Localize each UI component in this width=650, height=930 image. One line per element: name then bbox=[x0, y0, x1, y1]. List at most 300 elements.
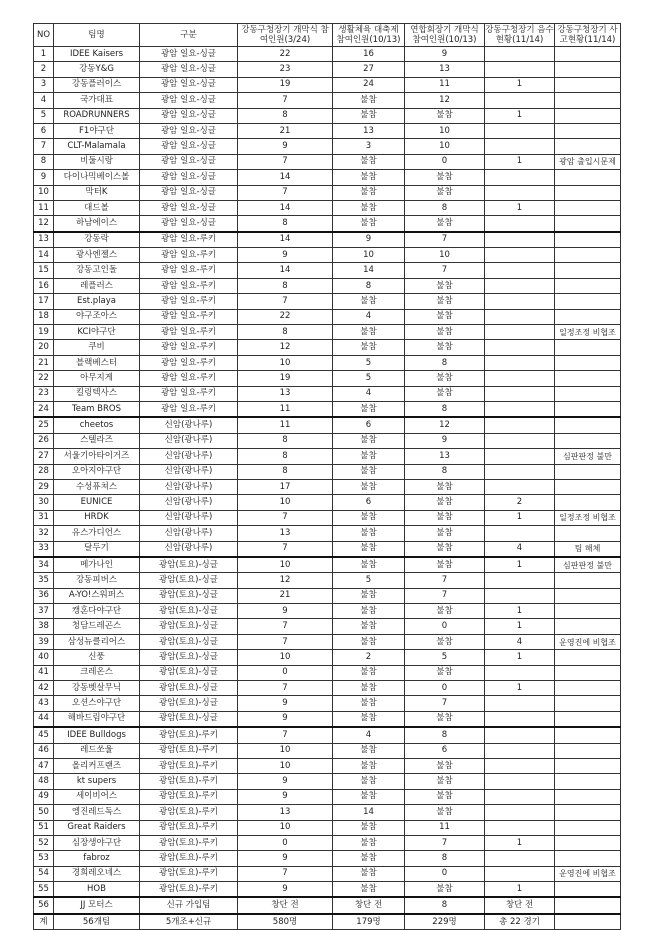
table-row bbox=[34, 541, 621, 557]
row-number: 43 bbox=[34, 696, 54, 711]
row-number: 48 bbox=[34, 774, 54, 789]
division: 광암(토요)-싱글 bbox=[140, 573, 238, 588]
division: 광암(토요)-루키 bbox=[140, 851, 238, 866]
festival-count: 4 bbox=[333, 727, 405, 743]
row-number: 1 bbox=[34, 47, 54, 62]
opening-count: 7 bbox=[238, 510, 333, 525]
team-name: 신풍 bbox=[54, 650, 140, 665]
opening-count: 22 bbox=[238, 47, 333, 62]
match-count bbox=[485, 355, 555, 370]
federation-count: 8 bbox=[405, 401, 485, 417]
team-name: 오션스야구단 bbox=[54, 696, 140, 711]
opening-count: 11 bbox=[238, 417, 333, 433]
match-count: 1 bbox=[485, 557, 555, 573]
team-name: 유스가디언스 bbox=[54, 526, 140, 541]
federation-count: 12 bbox=[405, 93, 485, 108]
incident-note: 운영진에 비협조 bbox=[555, 866, 621, 881]
table-row bbox=[34, 557, 621, 573]
division: 광암(토요)-루키 bbox=[140, 727, 238, 743]
team-name: 다이나믹베이스볼 bbox=[54, 170, 140, 185]
festival-count: 불참 bbox=[333, 401, 405, 417]
total-cell: 5개조+신규 bbox=[140, 914, 238, 930]
festival-count: 불참 bbox=[333, 464, 405, 479]
team-name: HOB bbox=[54, 882, 140, 898]
incident-note bbox=[555, 789, 621, 804]
festival-count: 불참 bbox=[333, 449, 405, 464]
row-number: 31 bbox=[34, 510, 54, 525]
festival-count: 불참 bbox=[333, 743, 405, 758]
division: 광암 일요-루키 bbox=[140, 340, 238, 355]
incident-note bbox=[555, 248, 621, 263]
federation-count: 불참 bbox=[405, 309, 485, 324]
team-name: Team BROS bbox=[54, 401, 140, 417]
federation-count: 불참 bbox=[405, 294, 485, 309]
table-row bbox=[34, 495, 621, 510]
row-number: 13 bbox=[34, 232, 54, 248]
opening-count: 9 bbox=[238, 711, 333, 727]
row-number: 16 bbox=[34, 278, 54, 293]
team-name: 청담드레곤스 bbox=[54, 619, 140, 634]
incident-note bbox=[555, 216, 621, 232]
row-number: 51 bbox=[34, 820, 54, 835]
festival-count: 14 bbox=[333, 263, 405, 278]
table-row bbox=[34, 62, 621, 77]
match-count bbox=[485, 309, 555, 324]
festival-count: 불참 bbox=[333, 696, 405, 711]
division: 광암(토요)-루키 bbox=[140, 758, 238, 773]
total-cell: 229명 bbox=[405, 914, 485, 930]
incident-note bbox=[555, 758, 621, 773]
festival-count: 불참 bbox=[333, 510, 405, 525]
incident-note bbox=[555, 433, 621, 448]
division: 광암 일요-루키 bbox=[140, 386, 238, 401]
row-number: 37 bbox=[34, 604, 54, 619]
match-count: 1 bbox=[485, 510, 555, 525]
federation-count: 불참 bbox=[405, 805, 485, 820]
row-number: 14 bbox=[34, 248, 54, 263]
incident-note bbox=[555, 185, 621, 200]
header-row bbox=[34, 24, 621, 47]
match-count bbox=[485, 62, 555, 77]
team-name: 크레온스 bbox=[54, 665, 140, 680]
team-name: 강동피버스 bbox=[54, 573, 140, 588]
federation-count: 9 bbox=[405, 47, 485, 62]
row-number: 32 bbox=[34, 526, 54, 541]
federation-count: 불참 bbox=[405, 665, 485, 680]
incident-note bbox=[555, 665, 621, 680]
header-cell: 연합회장기 개막식 참여인원(10/13) bbox=[405, 24, 485, 47]
opening-count: 12 bbox=[238, 340, 333, 355]
festival-count: 5 bbox=[333, 371, 405, 386]
table-body bbox=[34, 47, 621, 914]
federation-count: 8 bbox=[405, 200, 485, 215]
total-cell: 179명 bbox=[333, 914, 405, 930]
division: 광암 일요-싱글 bbox=[140, 170, 238, 185]
incident-note bbox=[555, 47, 621, 62]
federation-count: 5 bbox=[405, 650, 485, 665]
match-count: 1 bbox=[485, 604, 555, 619]
total-cell: 총 22 경기 bbox=[485, 914, 555, 930]
row-number: 9 bbox=[34, 170, 54, 185]
team-name: 해바드림야구단 bbox=[54, 711, 140, 727]
division: 광암(토요)-루키 bbox=[140, 805, 238, 820]
opening-count: 13 bbox=[238, 805, 333, 820]
opening-count: 9 bbox=[238, 604, 333, 619]
festival-count: 불참 bbox=[333, 200, 405, 215]
table-row bbox=[34, 743, 621, 758]
row-number: 53 bbox=[34, 851, 54, 866]
division: 광암 일요-싱글 bbox=[140, 77, 238, 92]
division: 광암(토요)-싱글 bbox=[140, 711, 238, 727]
match-count bbox=[485, 263, 555, 278]
festival-count: 불참 bbox=[333, 479, 405, 494]
festival-count: 27 bbox=[333, 62, 405, 77]
division: 광암 일요-루키 bbox=[140, 325, 238, 340]
opening-count: 9 bbox=[238, 851, 333, 866]
opening-count: 9 bbox=[238, 774, 333, 789]
division: 신암(광나루) bbox=[140, 449, 238, 464]
federation-count: 불참 bbox=[405, 510, 485, 525]
opening-count: 9 bbox=[238, 139, 333, 154]
header-cell: 생활체육 대축제 참여인원(10/13) bbox=[333, 24, 405, 47]
federation-count: 불참 bbox=[405, 386, 485, 401]
row-number: 7 bbox=[34, 139, 54, 154]
incident-note bbox=[555, 495, 621, 510]
opening-count: 21 bbox=[238, 588, 333, 603]
division: 광암(토요)-루키 bbox=[140, 743, 238, 758]
table-row bbox=[34, 309, 621, 324]
incident-note bbox=[555, 526, 621, 541]
opening-count: 10 bbox=[238, 355, 333, 370]
opening-count: 0 bbox=[238, 665, 333, 680]
table-row bbox=[34, 634, 621, 649]
division: 신암(광나루) bbox=[140, 510, 238, 525]
match-count: 1 bbox=[485, 650, 555, 665]
table-row bbox=[34, 820, 621, 835]
team-name: 수성퓨쳐스 bbox=[54, 479, 140, 494]
federation-count: 10 bbox=[405, 139, 485, 154]
incident-note bbox=[555, 743, 621, 758]
team-name: Est.playa bbox=[54, 294, 140, 309]
table-row bbox=[34, 123, 621, 138]
match-count bbox=[485, 216, 555, 232]
row-number: 21 bbox=[34, 355, 54, 370]
division: 신암(광나루) bbox=[140, 526, 238, 541]
table-row bbox=[34, 340, 621, 355]
division: 광암 일요-루키 bbox=[140, 401, 238, 417]
festival-count: 5 bbox=[333, 573, 405, 588]
federation-count: 불참 bbox=[405, 604, 485, 619]
opening-count: 7 bbox=[238, 541, 333, 557]
opening-count: 7 bbox=[238, 634, 333, 649]
opening-count: 10 bbox=[238, 820, 333, 835]
incident-note bbox=[555, 464, 621, 479]
federation-count: 10 bbox=[405, 123, 485, 138]
match-count bbox=[485, 479, 555, 494]
festival-count: 불참 bbox=[333, 604, 405, 619]
opening-count: 14 bbox=[238, 263, 333, 278]
federation-count: 불참 bbox=[405, 371, 485, 386]
opening-count: 7 bbox=[238, 727, 333, 743]
federation-count: 12 bbox=[405, 417, 485, 433]
match-count bbox=[485, 743, 555, 758]
incident-note bbox=[555, 573, 621, 588]
table-row bbox=[34, 573, 621, 588]
division: 광암(토요)-싱글 bbox=[140, 557, 238, 573]
match-count bbox=[485, 386, 555, 401]
table-row bbox=[34, 139, 621, 154]
table-row bbox=[34, 696, 621, 711]
match-count bbox=[485, 401, 555, 417]
team-name: 레플러스 bbox=[54, 278, 140, 293]
total-cell: 계 bbox=[34, 914, 54, 930]
division: 광암 일요-싱글 bbox=[140, 93, 238, 108]
division: 광암 일요-싱글 bbox=[140, 154, 238, 169]
table-row bbox=[34, 727, 621, 743]
total-cell: 56개팀 bbox=[54, 914, 140, 930]
opening-count: 10 bbox=[238, 557, 333, 573]
table-row bbox=[34, 665, 621, 680]
header-cell: 강동구청장기 개막식 참여인원(3/24) bbox=[238, 24, 333, 47]
opening-count: 19 bbox=[238, 371, 333, 386]
festival-count: 4 bbox=[333, 309, 405, 324]
opening-count: 9 bbox=[238, 696, 333, 711]
opening-count: 21 bbox=[238, 123, 333, 138]
division: 광암(토요)-싱글 bbox=[140, 634, 238, 649]
match-count bbox=[485, 711, 555, 727]
festival-count: 불참 bbox=[333, 789, 405, 804]
festival-count: 6 bbox=[333, 495, 405, 510]
division: 광암 일요-루키 bbox=[140, 355, 238, 370]
match-count bbox=[485, 727, 555, 743]
division: 광암(토요)-싱글 bbox=[140, 665, 238, 680]
table-row bbox=[34, 789, 621, 804]
match-count bbox=[485, 588, 555, 603]
federation-count: 7 bbox=[405, 232, 485, 248]
division: 광암(토요)-싱글 bbox=[140, 650, 238, 665]
festival-count: 불참 bbox=[333, 774, 405, 789]
federation-count: 8 bbox=[405, 851, 485, 866]
division: 광암 일요-루키 bbox=[140, 371, 238, 386]
incident-note: 심판판정 불만 bbox=[555, 449, 621, 464]
row-number: 19 bbox=[34, 325, 54, 340]
incident-note bbox=[555, 62, 621, 77]
match-count bbox=[485, 851, 555, 866]
row-number: 12 bbox=[34, 216, 54, 232]
festival-count: 불참 bbox=[333, 433, 405, 448]
match-count bbox=[485, 232, 555, 248]
team-name: 하남에이스 bbox=[54, 216, 140, 232]
festival-count: 불참 bbox=[333, 835, 405, 850]
match-count bbox=[485, 278, 555, 293]
match-count: 2 bbox=[485, 495, 555, 510]
match-count: 1 bbox=[485, 835, 555, 850]
team-name: IDEE Bulldogs bbox=[54, 727, 140, 743]
match-count bbox=[485, 47, 555, 62]
header-cell: 강동구청장기 사고현황(11/14) bbox=[555, 24, 621, 47]
division: 광암 일요-싱글 bbox=[140, 62, 238, 77]
division: 광암 일요-루키 bbox=[140, 263, 238, 278]
federation-count: 7 bbox=[405, 835, 485, 850]
table-row bbox=[34, 77, 621, 92]
festival-count: 9 bbox=[333, 232, 405, 248]
team-name: 서울기아타이거즈 bbox=[54, 449, 140, 464]
team-name: 강동락 bbox=[54, 232, 140, 248]
total-cell: 580명 bbox=[238, 914, 333, 930]
festival-count: 불참 bbox=[333, 185, 405, 200]
table-row bbox=[34, 851, 621, 866]
match-count: 1 bbox=[485, 619, 555, 634]
match-count bbox=[485, 371, 555, 386]
federation-count: 7 bbox=[405, 573, 485, 588]
team-name: kt supers bbox=[54, 774, 140, 789]
federation-count: 13 bbox=[405, 449, 485, 464]
table-row bbox=[34, 294, 621, 309]
table-row bbox=[34, 604, 621, 619]
federation-count: 불참 bbox=[405, 340, 485, 355]
match-count bbox=[485, 340, 555, 355]
festival-count: 13 bbox=[333, 123, 405, 138]
division: 광암 일요-루키 bbox=[140, 278, 238, 293]
opening-count: 7 bbox=[238, 681, 333, 696]
row-number: 20 bbox=[34, 340, 54, 355]
festival-count: 창단 전 bbox=[333, 897, 405, 913]
division: 광암 일요-루키 bbox=[140, 294, 238, 309]
opening-count: 8 bbox=[238, 216, 333, 232]
federation-count: 7 bbox=[405, 588, 485, 603]
match-count bbox=[485, 665, 555, 680]
table-row bbox=[34, 681, 621, 696]
row-number: 8 bbox=[34, 154, 54, 169]
header-cell: 강동구청장기 음수현황(11/14) bbox=[485, 25, 554, 45]
table-row bbox=[34, 774, 621, 789]
row-number: 3 bbox=[34, 77, 54, 92]
federation-count: 9 bbox=[405, 433, 485, 448]
festival-count: 불참 bbox=[333, 108, 405, 123]
federation-count: 불참 bbox=[405, 541, 485, 557]
opening-count: 19 bbox=[238, 77, 333, 92]
row-number: 40 bbox=[34, 650, 54, 665]
team-name: 강동Y&G bbox=[54, 62, 140, 77]
row-number: 35 bbox=[34, 573, 54, 588]
incident-note bbox=[555, 123, 621, 138]
table-row bbox=[34, 386, 621, 401]
division: 광암(토요)-싱글 bbox=[140, 588, 238, 603]
division: 광암(토요)-루키 bbox=[140, 789, 238, 804]
row-number: 5 bbox=[34, 108, 54, 123]
row-number: 10 bbox=[34, 185, 54, 200]
division: 신규 가입팀 bbox=[140, 897, 238, 913]
incident-note bbox=[555, 200, 621, 215]
match-count bbox=[485, 526, 555, 541]
festival-count: 14 bbox=[333, 805, 405, 820]
incident-note bbox=[555, 139, 621, 154]
match-count bbox=[485, 758, 555, 773]
row-number: 50 bbox=[34, 805, 54, 820]
match-count: 4 bbox=[485, 634, 555, 649]
row-number: 24 bbox=[34, 401, 54, 417]
division: 광암 일요-싱글 bbox=[140, 216, 238, 232]
table-row bbox=[34, 325, 621, 340]
federation-count: 0 bbox=[405, 619, 485, 634]
festival-count: 8 bbox=[333, 278, 405, 293]
team-name: 심장생야구단 bbox=[54, 835, 140, 850]
table-row bbox=[34, 232, 621, 248]
team-name: 막터K bbox=[54, 185, 140, 200]
federation-count: 불참 bbox=[405, 495, 485, 510]
incident-note bbox=[555, 294, 621, 309]
row-number: 42 bbox=[34, 681, 54, 696]
division: 광암(토요)-루키 bbox=[140, 820, 238, 835]
team-name: 메가나인 bbox=[54, 557, 140, 573]
match-count: 1 bbox=[485, 882, 555, 898]
incident-note bbox=[555, 263, 621, 278]
team-name: 삼성뉴클리어스 bbox=[54, 634, 140, 649]
row-number: 46 bbox=[34, 743, 54, 758]
division: 광암(토요)-싱글 bbox=[140, 619, 238, 634]
federation-count: 0 bbox=[405, 154, 485, 169]
division: 광암 일요-루키 bbox=[140, 232, 238, 248]
incident-note: 일정조정 비협조 bbox=[555, 325, 621, 340]
row-number: 52 bbox=[34, 835, 54, 850]
match-count: 1 bbox=[485, 154, 555, 169]
table-row bbox=[34, 619, 621, 634]
incident-note bbox=[555, 681, 621, 696]
division: 광암(토요)-싱글 bbox=[140, 604, 238, 619]
incident-note bbox=[555, 604, 621, 619]
row-number: 36 bbox=[34, 588, 54, 603]
table-row bbox=[34, 47, 621, 62]
match-count: 1 bbox=[485, 108, 555, 123]
incident-note bbox=[555, 340, 621, 355]
festival-count: 불참 bbox=[333, 820, 405, 835]
festival-count: 불참 bbox=[333, 325, 405, 340]
federation-count: 불참 bbox=[405, 479, 485, 494]
festival-count: 10 bbox=[333, 248, 405, 263]
federation-count: 불참 bbox=[405, 557, 485, 573]
match-count: 1 bbox=[485, 77, 555, 92]
table-row bbox=[34, 711, 621, 727]
opening-count: 10 bbox=[238, 743, 333, 758]
incident-note bbox=[555, 386, 621, 401]
division: 광암 일요-싱글 bbox=[140, 123, 238, 138]
incident-note bbox=[555, 355, 621, 370]
opening-count: 13 bbox=[238, 386, 333, 401]
match-count bbox=[485, 464, 555, 479]
federation-count: 불참 bbox=[405, 634, 485, 649]
total-cell bbox=[555, 914, 621, 930]
table-row bbox=[34, 355, 621, 370]
row-number: 18 bbox=[34, 309, 54, 324]
team-name: ROADRUNNERS bbox=[54, 108, 140, 123]
division: 광암(토요)-루키 bbox=[140, 835, 238, 850]
match-count bbox=[485, 696, 555, 711]
festival-count: 5 bbox=[333, 355, 405, 370]
opening-count: 7 bbox=[238, 154, 333, 169]
table-row bbox=[34, 866, 621, 881]
opening-count: 9 bbox=[238, 882, 333, 898]
federation-count: 8 bbox=[405, 355, 485, 370]
team-name: 국가대표 bbox=[54, 93, 140, 108]
opening-count: 13 bbox=[238, 526, 333, 541]
federation-count: 10 bbox=[405, 248, 485, 263]
row-number: 28 bbox=[34, 464, 54, 479]
match-count bbox=[485, 294, 555, 309]
team-name: 킬링텍사스 bbox=[54, 386, 140, 401]
team-name: KCI야구단 bbox=[54, 325, 140, 340]
incident-note: 운영진에 비협조 bbox=[555, 634, 621, 649]
table-row bbox=[34, 170, 621, 185]
